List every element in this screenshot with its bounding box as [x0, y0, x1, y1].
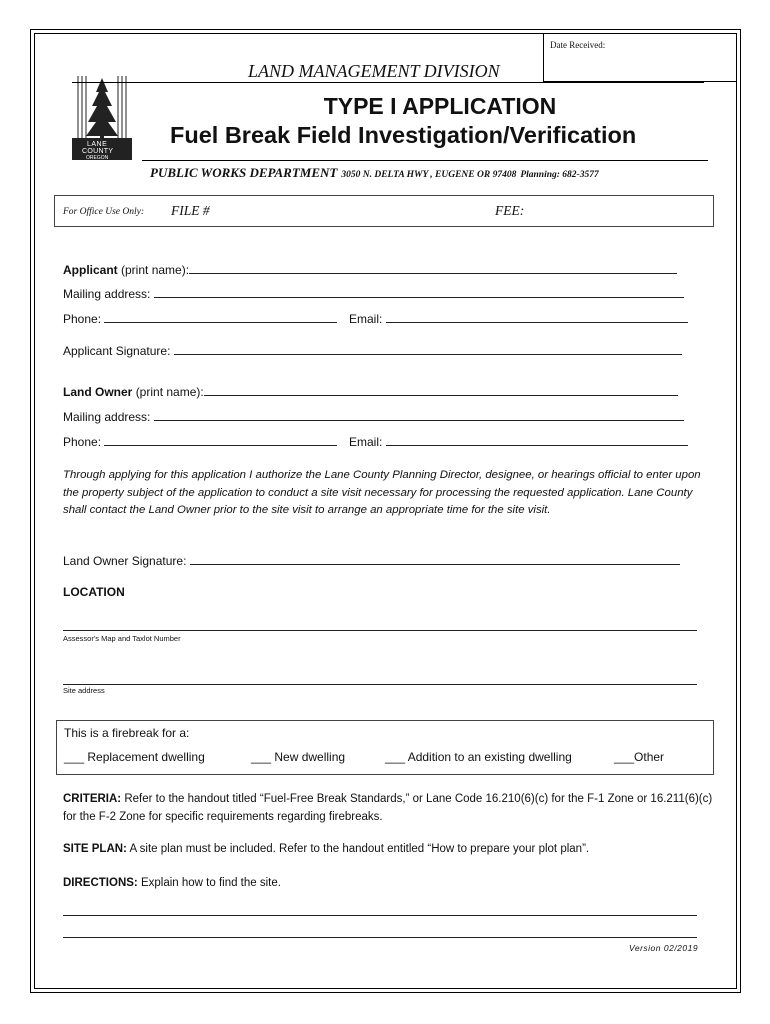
applicant-mailing-field[interactable]: [154, 286, 684, 298]
owner-mailing-row: [63, 409, 684, 424]
applicant-phone-label: Phone:: [63, 312, 102, 326]
division-name: LAND MANAGEMENT DIVISION: [248, 61, 500, 81]
planning-phone: Planning: 682-3577: [520, 170, 599, 180]
option-replacement-dwelling[interactable]: ___ Replacement dwelling: [64, 750, 205, 764]
applicant-label: Applicant: [63, 263, 118, 277]
applicant-signature-field[interactable]: [174, 343, 682, 355]
owner-email-label: Email:: [349, 435, 383, 449]
date-received-box[interactable]: [543, 33, 737, 82]
header-rule-top: [72, 82, 704, 83]
applicant-signature-label: Applicant Signature:: [63, 344, 171, 358]
department-name: PUBLIC WORKS DEPARTMENT: [150, 165, 338, 180]
department-address: 3050 N. DELTA HWY , EUGENE OR 97408: [341, 170, 517, 180]
map-taxlot-caption: Assessor's Map and Taxlot Number: [63, 634, 181, 643]
criteria-label: CRITERIA:: [63, 793, 122, 805]
applicant-name-row: [63, 262, 677, 277]
directions-line-2[interactable]: [63, 937, 697, 938]
applicant-email-label: Email:: [349, 312, 383, 326]
directions-paragraph: [63, 875, 713, 893]
applicant-mailing-row: [63, 286, 684, 301]
applicant-signature-row: [63, 343, 682, 358]
header-rule-bottom: [142, 160, 708, 161]
directions-line-1[interactable]: [63, 915, 697, 916]
applicant-name-field[interactable]: [189, 262, 677, 274]
site-plan-paragraph: [63, 841, 713, 859]
location-heading: LOCATION: [63, 585, 125, 599]
site-address-field[interactable]: [63, 684, 697, 685]
criteria-paragraph: [63, 791, 713, 826]
applicant-phone-field[interactable]: [104, 311, 337, 323]
applicant-name-label: (print name):: [121, 263, 190, 277]
site-plan-label: SITE PLAN:: [63, 843, 127, 855]
owner-signature-label: Land Owner Signature:: [63, 554, 187, 568]
owner-contact-row: [63, 434, 337, 449]
applicant-mailing-label: Mailing address:: [63, 287, 151, 301]
owner-signature-field[interactable]: [190, 553, 680, 565]
option-new-dwelling[interactable]: ___ New dwelling: [251, 750, 346, 764]
option-other[interactable]: ___Other: [614, 750, 665, 764]
owner-email-field[interactable]: [386, 434, 688, 446]
site-address-caption: Site address: [63, 686, 105, 695]
form-title-line1: TYPE I APPLICATION: [323, 93, 557, 119]
office-use-label: For Office Use Only:: [63, 207, 144, 217]
department-line: [150, 165, 599, 181]
file-number-label: FILE #: [171, 203, 210, 218]
owner-email-row: [349, 434, 688, 449]
owner-signature-row: [63, 553, 680, 568]
map-taxlot-field[interactable]: [63, 630, 697, 631]
owner-name-field[interactable]: [204, 384, 678, 396]
applicant-email-row: [349, 311, 688, 326]
applicant-email-field[interactable]: [386, 311, 688, 323]
owner-mailing-field[interactable]: [154, 409, 684, 421]
option-addition-dwelling[interactable]: ___ Addition to an existing dwelling: [385, 750, 572, 764]
logo-text-oregon: OREGON: [86, 155, 109, 161]
directions-label: DIRECTIONS:: [63, 877, 138, 889]
logo-text-lane: LANE: [87, 141, 108, 148]
owner-phone-field[interactable]: [104, 434, 337, 446]
authorization-statement: Through applying for this application I authorize the Lane County Planning Director, designee, or hearings official to enter upon the property subject of the application to conduct a site visit necessary for processing the requested application. Lane County shall contact the Land Owner prior to the site visit to arrange an appropriate time for the site visit.: [63, 469, 701, 516]
firebreak-type-box: [56, 720, 714, 775]
criteria-text: Refer to the handout titled “Fuel-Free Break Standards,” or Lane Code 16.210(6)(c) for the F-1 Zone or 16.211(6)(c) for the F-2 Zone for specific requirements regarding firebreaks.: [63, 793, 713, 823]
owner-name-row: [63, 384, 678, 399]
logo-text-county: COUNTY: [82, 148, 114, 155]
office-use-box: [54, 195, 714, 227]
applicant-contact-row: [63, 311, 337, 326]
owner-label: Land Owner: [63, 385, 133, 399]
form-title-line2: Fuel Break Field Investigation/Verification: [170, 122, 637, 148]
owner-mailing-label: Mailing address:: [63, 410, 151, 424]
version-label: Version 02/2019: [629, 943, 699, 953]
owner-phone-label: Phone:: [63, 435, 102, 449]
directions-text: Explain how to find the site.: [140, 877, 281, 889]
owner-name-label: (print name):: [135, 385, 204, 399]
site-plan-text: A site plan must be included. Refer to the handout entitled “How to prepare your plot plan”.: [129, 843, 590, 855]
fee-label: FEE:: [495, 203, 525, 218]
date-received-label: Date Received:: [550, 40, 606, 50]
firebreak-prompt: This is a firebreak for a:: [64, 726, 190, 740]
